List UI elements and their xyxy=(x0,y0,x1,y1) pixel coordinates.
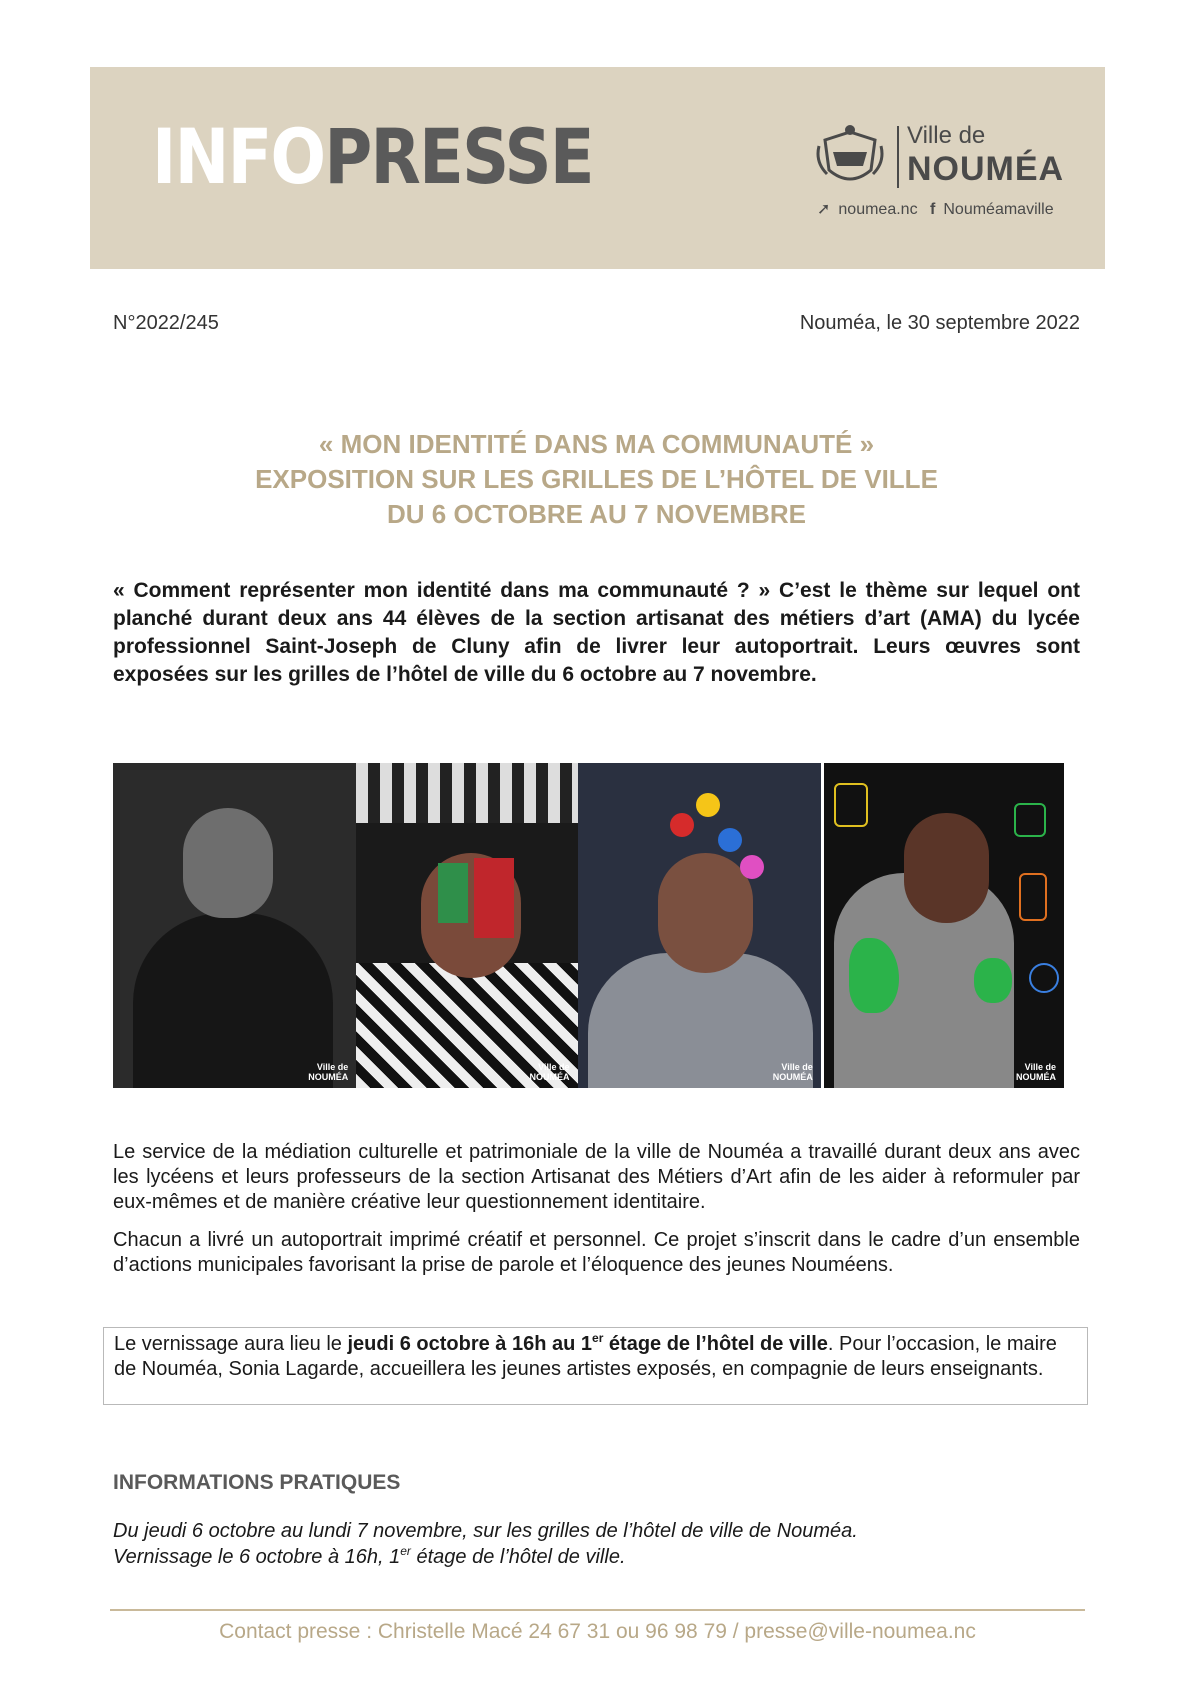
portrait-head xyxy=(658,853,753,973)
emoji-bubble xyxy=(718,828,742,852)
vernissage-box: Le vernissage aura lieu le jeudi 6 octobre à 16h au 1er étage de l’hôtel de ville. Pour l’occasion, le maire de Nouméa, Sonia Lagarde, accueillera les jeunes artistes exposés, en compagnie de leurs enseignants. xyxy=(103,1327,1088,1405)
photo-watermark: Ville de NOUMÉA xyxy=(308,1062,349,1082)
portrait-photo-3 xyxy=(578,763,821,1088)
info-heading: INFORMATIONS PRATIQUES xyxy=(113,1471,401,1494)
portrait-photo-1 xyxy=(113,763,356,1088)
portrait-body xyxy=(133,913,333,1088)
portrait-head xyxy=(183,808,273,918)
paragraph-mediation: Le service de la médiation culturelle et patrimoniale de la ville de Nouméa a travaillé durant deux ans avec les lycéens et leurs professeurs de la section Artisanat des Métiers d’Art afin de les aider à reformuler par eux-mêmes et de manière créative leur questionnement identitaire. xyxy=(113,1141,1080,1213)
brand-presse: PRESSE xyxy=(324,112,593,201)
logo-social: Nouméamaville xyxy=(943,201,1054,218)
logo-links xyxy=(817,199,1062,219)
photo-watermark: Ville de NOUMÉA xyxy=(772,1062,813,1082)
info-dates: Du jeudi 6 octobre au lundi 7 novembre, sur les grilles de l’hôtel de ville de Nouméa. xyxy=(113,1520,858,1542)
logo-divider xyxy=(897,126,899,188)
title-line-3: DU 6 OCTOBRE AU 7 NOVEMBRE xyxy=(387,499,806,529)
emoji-bubble xyxy=(696,793,720,817)
arrow-icon: ➚ xyxy=(817,201,831,218)
portrait-photo-4 xyxy=(824,763,1064,1088)
title-line-1: « MON IDENTITÉ DANS MA COMMUNAUTÉ » xyxy=(318,429,875,459)
info-vernissage: Vernissage le 6 octobre à 16h, 1er étage de l’hôtel de ville. xyxy=(113,1544,626,1568)
logo-site: noumea.nc xyxy=(838,201,918,218)
reference-number: N°2022/245 xyxy=(113,312,219,334)
doodle xyxy=(834,783,868,827)
emoji-bubble xyxy=(740,855,764,879)
photo-watermark: Ville de NOUMÉA xyxy=(1016,1062,1056,1082)
brand-info: INFO xyxy=(152,112,325,201)
paragraph-project: Chacun a livré un autoportrait imprimé créatif et personnel. Ce projet s’inscrit dans le cadre d’un ensemble d’actions municipales favorisant la prise de parole et l’éloquence des jeunes Nouméens. xyxy=(113,1229,1080,1276)
publication-date: Nouméa, le 30 septembre 2022 xyxy=(799,312,1080,334)
press-contact: Contact presse : Christelle Macé 24 67 31 ou 96 98 79 / presse@ville-noumea.nc xyxy=(219,1620,976,1643)
portrait-pattern xyxy=(356,763,577,823)
header-banner xyxy=(90,67,1105,269)
doodle xyxy=(1019,873,1047,921)
portrait-head xyxy=(904,813,989,923)
logo-ville: Ville de xyxy=(907,122,986,149)
facebook-icon: f xyxy=(930,201,936,218)
page-title xyxy=(113,427,1080,532)
portrait-photo-2 xyxy=(356,763,577,1088)
vernissage-highlight: jeudi 6 octobre à 16h au 1er étage de l’hôtel de ville xyxy=(347,1331,828,1355)
island-map xyxy=(974,958,1012,1003)
photo-watermark: Ville de NOUMÉA xyxy=(529,1062,570,1082)
logo-city: NOUMÉA xyxy=(907,150,1065,188)
brand-title xyxy=(152,112,593,201)
portrait-photos xyxy=(113,763,1064,1088)
emoji-bubble xyxy=(670,813,694,837)
footer-divider xyxy=(110,1609,1085,1611)
doodle xyxy=(1029,963,1059,993)
face-paint xyxy=(474,858,514,938)
crest-icon xyxy=(815,122,885,192)
doodle xyxy=(1014,803,1046,837)
city-logo xyxy=(815,122,1075,222)
face-paint xyxy=(438,863,468,923)
title-line-2: EXPOSITION SUR LES GRILLES DE L’HÔTEL DE VILLE xyxy=(255,464,938,494)
lead-paragraph: « Comment représenter mon identité dans ma communauté ? » C’est le thème sur lequel ont planché durant deux ans 44 élèves de la section artisanat des métiers d’art (AMA) du lycée professionnel Saint-Joseph de Cluny afin de livrer leur autoportrait. Leurs œuvres sont exposées sur les grilles de l’hôtel de ville du 6 octobre au 7 novembre. xyxy=(113,579,1080,686)
